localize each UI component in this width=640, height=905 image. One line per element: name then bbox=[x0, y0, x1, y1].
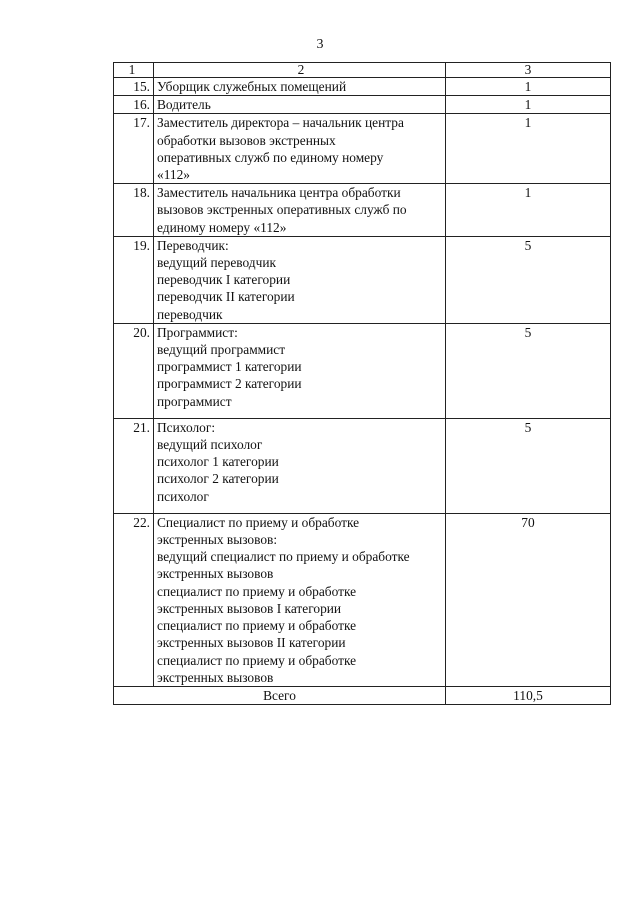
position-title bbox=[154, 114, 446, 184]
position-title-line: Заместитель директора – начальник центра bbox=[157, 115, 404, 131]
position-title-line: Заместитель начальника центра обработки bbox=[157, 185, 401, 201]
position-title-line: психолог bbox=[157, 488, 209, 504]
column-header-1: 1 bbox=[114, 63, 154, 78]
page-number: 3 bbox=[316, 37, 324, 52]
position-title-line: Психолог: bbox=[157, 419, 216, 435]
position-title-line: ведущий переводчик bbox=[157, 255, 277, 271]
position-title-line: переводчик bbox=[157, 306, 223, 322]
staff-count: 1 bbox=[446, 96, 611, 114]
position-title-line: программист 1 категории bbox=[157, 359, 302, 375]
table-row bbox=[114, 96, 611, 114]
position-title-line: обработки вызовов экстренных bbox=[157, 132, 336, 148]
staffing-table bbox=[113, 62, 611, 705]
position-title-line: программист bbox=[157, 393, 232, 409]
position-title-line: Водитель bbox=[157, 97, 211, 113]
staff-count: 1 bbox=[446, 78, 611, 96]
column-header-3: 3 bbox=[446, 63, 611, 78]
position-title-line: переводчик II категории bbox=[157, 289, 295, 305]
row-number: 15. bbox=[114, 78, 154, 96]
total-count: 110,5 bbox=[446, 686, 611, 704]
row-number: 22. bbox=[114, 513, 154, 686]
position-title-line: психолог 2 категории bbox=[157, 471, 279, 487]
position-title-line: Специалист по приему и обработке bbox=[157, 514, 360, 530]
position-title-line: специалист по приему и обработке bbox=[157, 652, 357, 668]
position-title-line: специалист по приему и обработке bbox=[157, 583, 357, 599]
position-title-line: Переводчик: bbox=[157, 237, 229, 253]
position-title-line: Уборщик служебных помещений bbox=[157, 79, 347, 94]
position-title-line: ведущий психолог bbox=[157, 437, 263, 453]
position-title-line: экстренных вызовов: bbox=[157, 532, 278, 548]
table-row bbox=[114, 114, 611, 184]
position-title-line: ведущий специалист по приему и обработке bbox=[157, 549, 410, 565]
position-title-line: Программист: bbox=[157, 324, 238, 340]
position-title bbox=[154, 184, 446, 237]
position-title-line: экстренных вызовов I категории bbox=[157, 600, 342, 616]
staff-count: 70 bbox=[446, 513, 611, 686]
position-title-line: экстренных вызовов bbox=[157, 566, 274, 582]
staff-count: 1 bbox=[446, 114, 611, 184]
position-title bbox=[154, 418, 446, 513]
position-title-line: «112» bbox=[157, 167, 190, 183]
position-title-line: экстренных вызовов bbox=[157, 669, 274, 685]
staff-count: 5 bbox=[446, 323, 611, 418]
header-row bbox=[114, 63, 611, 78]
position-title-line: ведущий программист bbox=[157, 342, 286, 358]
position-title bbox=[154, 513, 446, 686]
row-number: 18. bbox=[114, 184, 154, 237]
total-label: Всего bbox=[114, 686, 446, 704]
position-title-line: переводчик I категории bbox=[157, 272, 291, 288]
table-row bbox=[114, 418, 611, 513]
position-title-line: вызовов экстренных оперативных служб по bbox=[157, 202, 407, 218]
position-title-line: психолог 1 категории bbox=[157, 454, 279, 470]
table-row bbox=[114, 184, 611, 237]
row-number: 20. bbox=[114, 323, 154, 418]
staff-count: 1 bbox=[446, 184, 611, 237]
staff-count: 5 bbox=[446, 418, 611, 513]
position-title bbox=[154, 236, 446, 323]
position-title-line: специалист по приему и обработке bbox=[157, 618, 357, 634]
staff-count: 5 bbox=[446, 236, 611, 323]
table-row bbox=[114, 323, 611, 418]
position-title-line: единому номеру «112» bbox=[157, 219, 287, 235]
position-title-line: оперативных служб по единому номеру bbox=[157, 149, 384, 165]
position-title bbox=[154, 78, 446, 96]
table-row bbox=[114, 236, 611, 323]
position-title-line: программист 2 категории bbox=[157, 376, 302, 392]
position-title-line: экстренных вызовов II категории bbox=[157, 635, 346, 651]
column-header-2: 2 bbox=[154, 63, 446, 78]
row-number: 17. bbox=[114, 114, 154, 184]
row-number: 16. bbox=[114, 96, 154, 114]
total-row bbox=[114, 686, 611, 704]
position-title bbox=[154, 96, 446, 114]
table-row bbox=[114, 78, 611, 96]
row-number: 21. bbox=[114, 418, 154, 513]
position-title bbox=[154, 323, 446, 418]
row-number: 19. bbox=[114, 236, 154, 323]
table-row bbox=[114, 513, 611, 686]
